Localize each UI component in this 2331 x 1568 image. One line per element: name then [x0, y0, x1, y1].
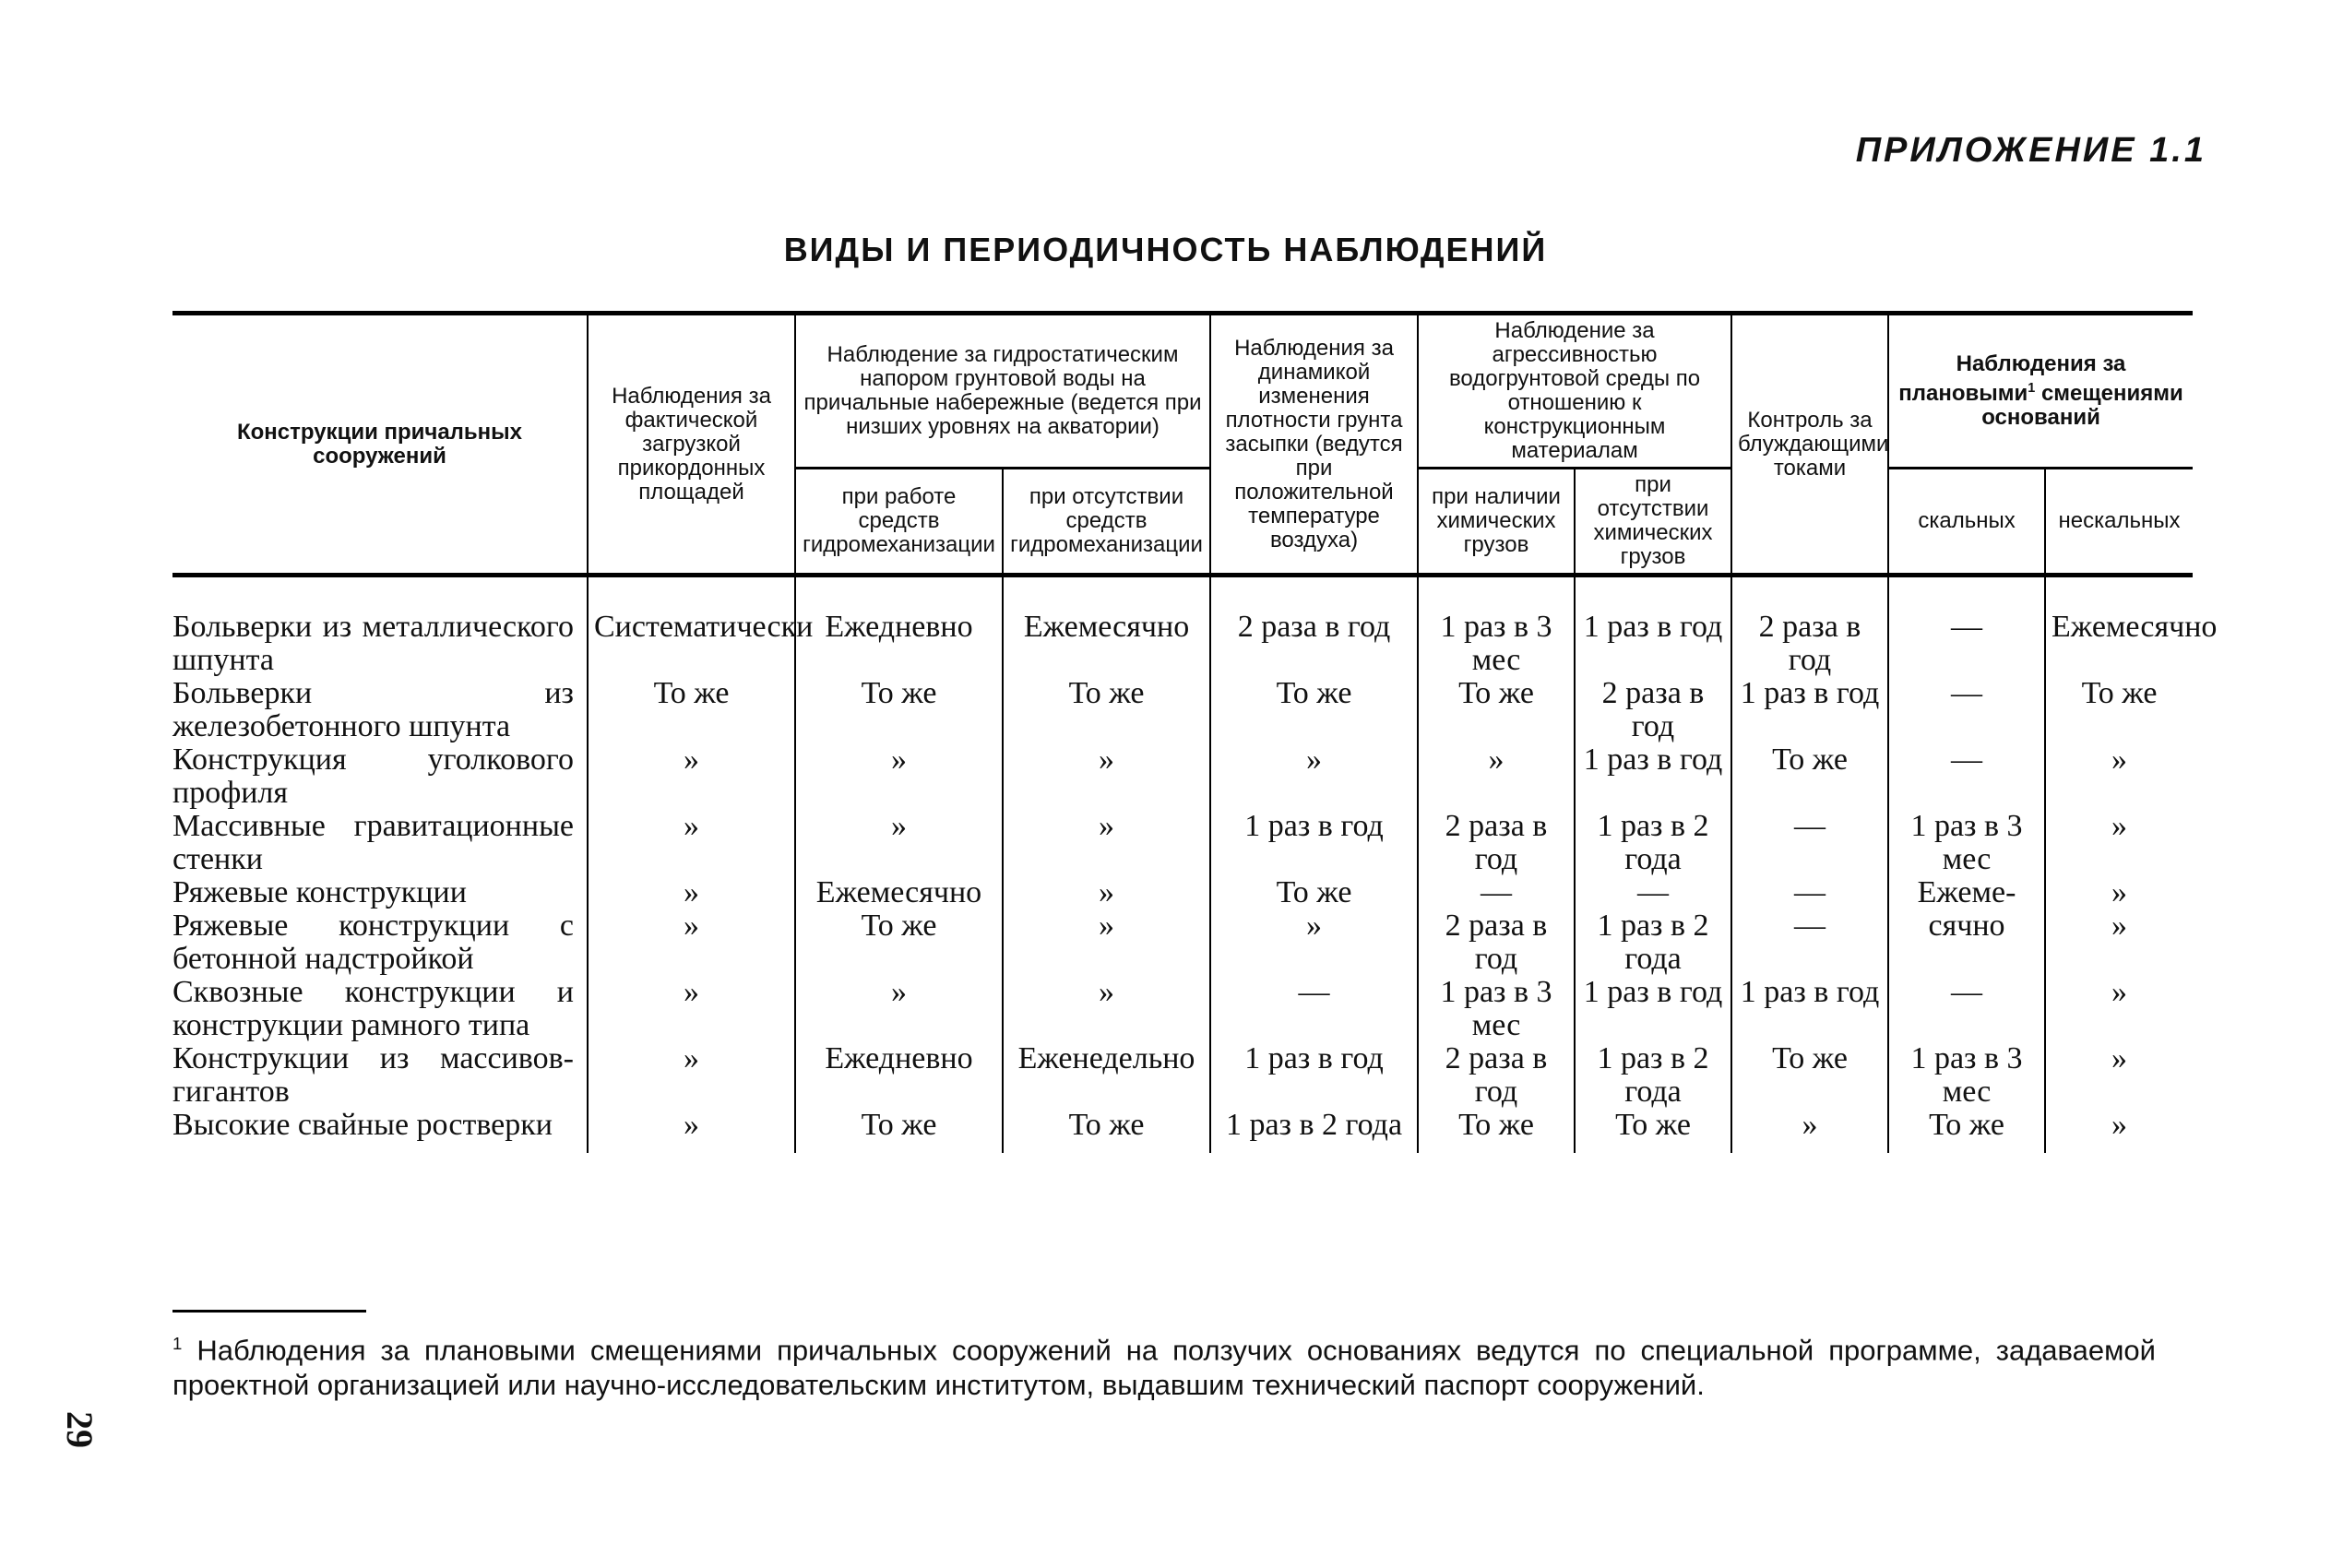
page-title: ВИДЫ И ПЕРИОДИЧНОСТЬ НАБЛЮДЕНИЙ	[783, 231, 1548, 268]
cell: »	[2045, 810, 2193, 876]
cell: 1 раз в год	[1575, 743, 1731, 810]
cell: —	[1731, 876, 1888, 909]
cell: »	[1418, 743, 1575, 810]
cell: »	[1003, 976, 1210, 1042]
cell: »	[588, 876, 795, 909]
header-rocky: скальных	[1888, 469, 2045, 576]
header-displacement-tail: смещениями оснований	[1981, 381, 2183, 430]
cell: —	[1731, 810, 1888, 876]
cell: »	[795, 976, 1003, 1042]
cell: »	[795, 810, 1003, 876]
cell: 1 раз в год	[1575, 576, 1731, 678]
cell: То же	[795, 1109, 1003, 1153]
cell: 1 раз в 3 мес	[1418, 576, 1575, 678]
cell: 1 раз в 3 мес	[1418, 976, 1575, 1042]
cell: сячно	[1888, 909, 2045, 976]
cell: То же	[795, 677, 1003, 743]
cell: 1 раз в год	[1210, 1042, 1418, 1109]
row-name: Высокие свайные ростверки	[172, 1108, 553, 1142]
table-row	[172, 1109, 2193, 1153]
footnote	[172, 1326, 2156, 1403]
cell: То же	[1003, 1109, 1210, 1153]
header-aggressive: Наблюдение за агрессивностью водогрунтовой среды по отношению к конструкционным материалам	[1418, 314, 1731, 469]
cell: 2 раза в год	[1418, 810, 1575, 876]
row-name: Ряжевые конструкции с бетонной надстройкой	[172, 909, 574, 976]
row-name: Ряжевые конструкции	[172, 875, 467, 909]
cell: »	[588, 1042, 795, 1109]
cell: Ежедневно	[795, 576, 1003, 678]
row-name: Конструкция уголкового профиля	[172, 742, 574, 810]
cell: »	[2045, 1109, 2193, 1153]
row-name: Конструкции из массивов-гигантов	[172, 1041, 574, 1109]
cell: То же	[1418, 1109, 1575, 1153]
table-row	[172, 576, 2193, 678]
row-name: Больверки из железобетонного шпунта	[172, 676, 574, 743]
cell: »	[1003, 876, 1210, 909]
cell: 1 раз в год	[1575, 976, 1731, 1042]
table-row	[172, 976, 2193, 1042]
cell: То же	[1888, 1109, 2045, 1153]
cell: —	[1731, 909, 1888, 976]
table-row	[172, 743, 2193, 810]
cell: Ежемесячно	[1003, 576, 1210, 678]
cell: То же	[1210, 677, 1418, 743]
cell: »	[2045, 876, 2193, 909]
cell: —	[1888, 743, 2045, 810]
observations-table	[172, 311, 2218, 1153]
cell: »	[1210, 909, 1418, 976]
cell: —	[1418, 876, 1575, 909]
cell: »	[795, 743, 1003, 810]
header-displacement	[1888, 314, 2193, 469]
appendix-label: ПРИЛОЖЕНИЕ 1.1	[1855, 131, 2206, 170]
table-row	[172, 876, 2193, 909]
cell: То же	[2045, 677, 2193, 743]
cell: —	[1210, 976, 1418, 1042]
cell: »	[588, 743, 795, 810]
cell: 2 раза в год	[1575, 677, 1731, 743]
cell: —	[1888, 976, 2045, 1042]
cell: 2 раза в год	[1731, 576, 1888, 678]
header-hydro-with: при работе средств гидромеханизации	[795, 469, 1003, 576]
cell: 1 раз в 2 года	[1575, 909, 1731, 976]
header-actual-load: Наблюдения за фактической загрузкой прикордонных площадей	[588, 314, 795, 576]
header-structures: Конструкции причальных сооружений	[172, 314, 588, 576]
cell: Ежемесячно	[795, 876, 1003, 909]
cell: —	[1888, 677, 2045, 743]
table-row	[172, 810, 2193, 876]
cell: 1 раз в 2 года	[1575, 810, 1731, 876]
cell: »	[2045, 909, 2193, 976]
header-stray-currents: Контроль за блуждающими токами	[1731, 314, 1888, 576]
header-displacement-text: Наблюдения за плановыми	[1898, 351, 2126, 406]
cell: »	[1003, 909, 1210, 976]
cell: То же	[1731, 1042, 1888, 1109]
cell: »	[2045, 743, 2193, 810]
footnote-mark: 1	[172, 1334, 183, 1353]
cell: 1 раз в 3 мес	[1888, 810, 2045, 876]
header-hydro-without: при отсутствии средств гидромеханизации	[1003, 469, 1210, 576]
cell: 2 раза в год	[1210, 576, 1418, 678]
cell: 1 раз в год	[1731, 976, 1888, 1042]
cell: То же	[1575, 1109, 1731, 1153]
cell: Еженедельно	[1003, 1042, 1210, 1109]
cell: »	[588, 810, 795, 876]
footnote-ref: 1	[2028, 381, 2036, 396]
cell: 1 раз в 2 года	[1575, 1042, 1731, 1109]
row-name: Больверки из металлического шпунта	[172, 610, 574, 677]
footnote-divider	[172, 1310, 366, 1313]
row-name: Массивные гравитационные стенки	[172, 809, 574, 876]
cell: »	[1210, 743, 1418, 810]
cell: То же	[795, 909, 1003, 976]
cell: 2 раза в год	[1418, 1042, 1575, 1109]
cell: »	[1003, 743, 1210, 810]
cell: —	[1575, 876, 1731, 909]
header-chem-with: при наличии химических грузов	[1418, 469, 1575, 576]
cell: »	[2045, 976, 2193, 1042]
footnote-text: Наблюдения за плановыми смещениями причальных сооружений на ползучих основаниях ведутся по специальной программе, задаваемой проектной организацией или научно-исследовательским институтом, выдавшим технический паспорт сооружений.	[172, 1334, 2156, 1402]
cell: Систематически	[588, 576, 795, 678]
cell: Ежемесячно	[2045, 576, 2193, 678]
cell: 1 раз в год	[1731, 677, 1888, 743]
row-name: Сквозные конструкции и конструкции рамного типа	[172, 975, 574, 1042]
cell: То же	[1003, 677, 1210, 743]
cell: »	[2045, 1042, 2193, 1109]
cell: »	[1003, 810, 1210, 876]
cell: То же	[1731, 743, 1888, 810]
table-row	[172, 1042, 2193, 1109]
cell: То же	[1210, 876, 1418, 909]
cell: »	[588, 976, 795, 1042]
cell: 1 раз в 3 мес	[1888, 1042, 2045, 1109]
cell: 2 раза в год	[1418, 909, 1575, 976]
header-chem-without: при отсутствии химических грузов	[1575, 469, 1731, 576]
cell: »	[588, 1109, 795, 1153]
cell: —	[1888, 576, 2045, 678]
cell: »	[588, 909, 795, 976]
header-density: Наблюдения за динамикой изменения плотности грунта засыпки (ведутся при положительной температуре воздуха)	[1210, 314, 1418, 576]
table-row	[172, 677, 2193, 743]
cell: »	[1731, 1109, 1888, 1153]
table-row	[172, 909, 2193, 976]
cell: 1 раз в 2 года	[1210, 1109, 1418, 1153]
cell: То же	[588, 677, 795, 743]
header-nonrocky: нескальных	[2045, 469, 2193, 576]
cell: Ежеме-	[1888, 876, 2045, 909]
header-hydrostatic: Наблюдение за гидростатическим напором грунтовой воды на причальные набережные (ведется при низших уровнях на акватории)	[795, 314, 1210, 469]
cell: То же	[1418, 677, 1575, 743]
page-number: 29	[59, 1411, 101, 1448]
cell: 1 раз в год	[1210, 810, 1418, 876]
cell: Ежедневно	[795, 1042, 1003, 1109]
